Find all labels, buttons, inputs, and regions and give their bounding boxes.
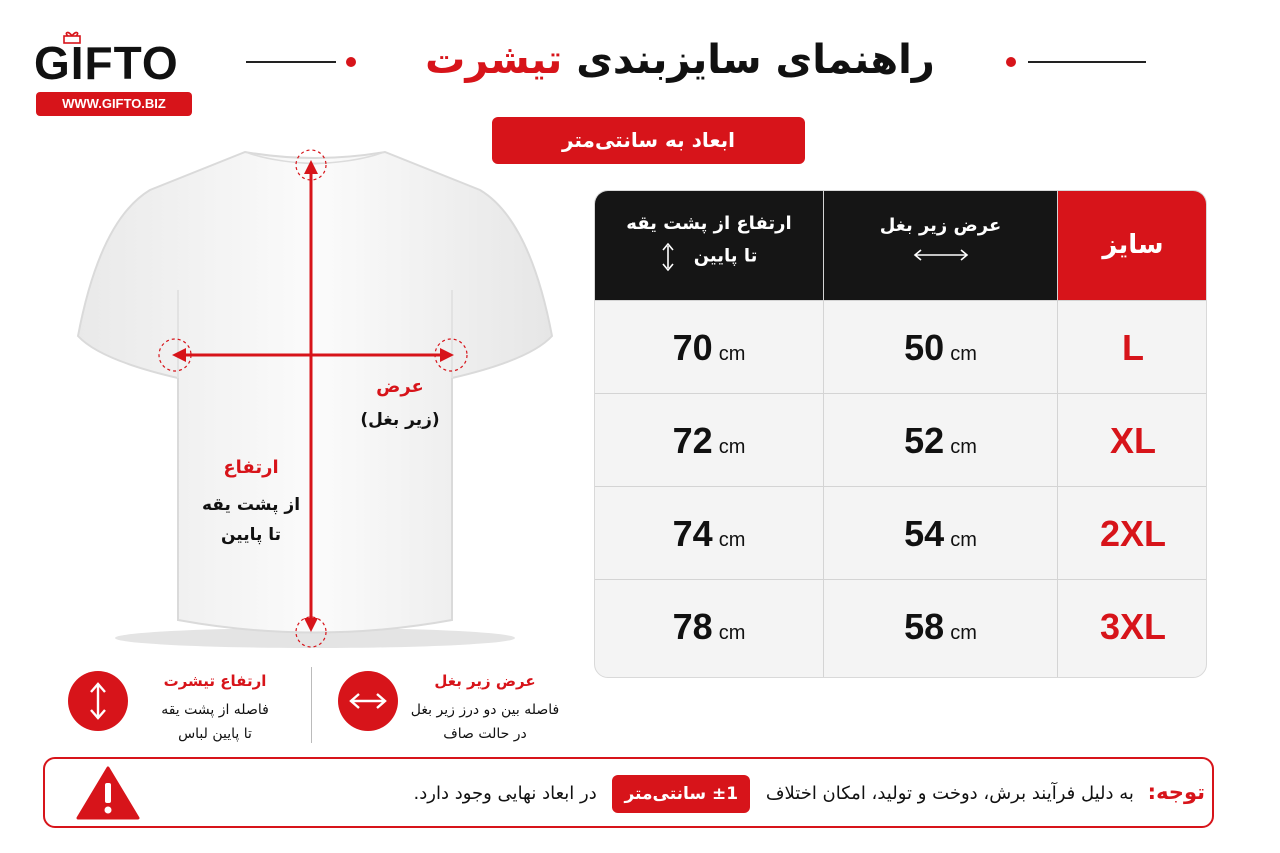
vertical-arrow-icon [68, 671, 128, 731]
table-row [595, 300, 1207, 393]
cell-height [595, 301, 823, 394]
header-height [595, 191, 823, 300]
header-height-row2 [595, 242, 823, 272]
legend-width-line2: در حالت صاف [443, 726, 527, 742]
note-text-after: در ابعاد نهایی وجود دارد. [413, 783, 597, 804]
column-divider [823, 191, 824, 678]
shirt-height-sub1: از پشت یقه [201, 495, 301, 515]
unit-label: cm [718, 436, 746, 458]
shirt-width-title: عرض [376, 376, 424, 397]
cell-width [824, 580, 1057, 673]
header-width-line1: عرض زیر بغل [879, 215, 1002, 236]
header-size [1058, 191, 1207, 300]
size-value: L [1122, 327, 1144, 368]
legend-height-line1: فاصله از پشت یقه [161, 702, 269, 718]
header-height-line2: تا پایین [693, 245, 758, 267]
title-main: راهنمای سایزبندی [576, 37, 935, 83]
legend-width-badge [338, 671, 398, 731]
title-dot-right [1006, 57, 1016, 67]
legend-width-line1: فاصله بین دو درز زیر بغل [410, 702, 560, 718]
cell-size [1058, 580, 1207, 673]
unit-label: cm [950, 622, 977, 644]
height-value: 72 [672, 420, 713, 461]
legend-width-title: عرض زیر بغل [434, 672, 536, 690]
note-label: توجه: [1147, 780, 1205, 804]
cell-width [824, 487, 1057, 580]
cell-size [1058, 301, 1207, 394]
cell-size [1058, 394, 1207, 487]
cell-width [824, 394, 1057, 487]
shirt-width-sub: (زیر بغل) [360, 410, 440, 430]
measurement-overlay [60, 140, 570, 660]
legend-divider [311, 667, 312, 743]
cell-height [595, 580, 823, 673]
cell-size [1058, 487, 1207, 580]
horizontal-arrow-icon [913, 248, 969, 262]
note-box [43, 757, 1214, 828]
unit-label: cm [950, 436, 977, 458]
warning-icon [75, 765, 141, 821]
title-dot-left [346, 57, 356, 67]
cell-height [595, 487, 823, 580]
subtitle-badge: ابعاد به سانتی‌متر [492, 117, 805, 164]
page-title [370, 30, 990, 90]
header-height-line1: ارتفاع از پشت یقه [626, 213, 792, 234]
logo-url: WWW.GIFTO.BIZ [36, 92, 192, 116]
height-value: 78 [672, 606, 713, 647]
note-text-before: به دلیل فرآیند برش، دوخت و تولید، امکان اختلاف [765, 783, 1134, 804]
table-header [595, 191, 1207, 300]
title-line-right [1028, 61, 1146, 63]
size-value: XL [1109, 420, 1156, 461]
legend-height-line2: تا پایین لباس [178, 726, 252, 742]
unit-label: cm [950, 529, 977, 551]
width-value: 58 [904, 606, 945, 647]
logo-wordmark: GIFTO [34, 37, 179, 89]
table-row [595, 393, 1207, 486]
shirt-height-sub2: تا پایین [220, 525, 282, 545]
size-table [594, 190, 1207, 678]
unit-label: cm [718, 343, 746, 365]
legend-height-badge [68, 671, 128, 731]
shirt-height-title: ارتفاع [223, 457, 279, 478]
table-row [595, 486, 1207, 579]
width-value: 52 [904, 420, 945, 461]
width-value: 50 [904, 327, 945, 368]
title-accent: تیشرت [425, 37, 563, 83]
header-size-label: سایز [1102, 230, 1164, 260]
cell-height [595, 394, 823, 487]
height-value: 70 [672, 327, 713, 368]
legend-height-title: ارتفاع تیشرت [163, 672, 267, 690]
unit-label: cm [950, 343, 977, 365]
vertical-arrow-icon [661, 242, 675, 272]
unit-label: cm [718, 622, 746, 644]
table-row [595, 579, 1207, 672]
brand-logo [34, 30, 194, 120]
horizontal-arrow-icon [338, 671, 398, 731]
size-value: 3XL [1099, 606, 1167, 647]
note-text [245, 759, 1205, 830]
gift-icon [62, 30, 82, 44]
title-line-left [246, 61, 336, 63]
tolerance-badge: ±1 سانتی‌متر [612, 775, 750, 813]
width-value: 54 [904, 513, 945, 554]
column-divider [1057, 191, 1058, 678]
cell-width [824, 301, 1057, 394]
header-width [824, 191, 1057, 300]
height-value: 74 [672, 513, 713, 554]
size-value: 2XL [1099, 513, 1167, 554]
unit-label: cm [718, 529, 746, 551]
